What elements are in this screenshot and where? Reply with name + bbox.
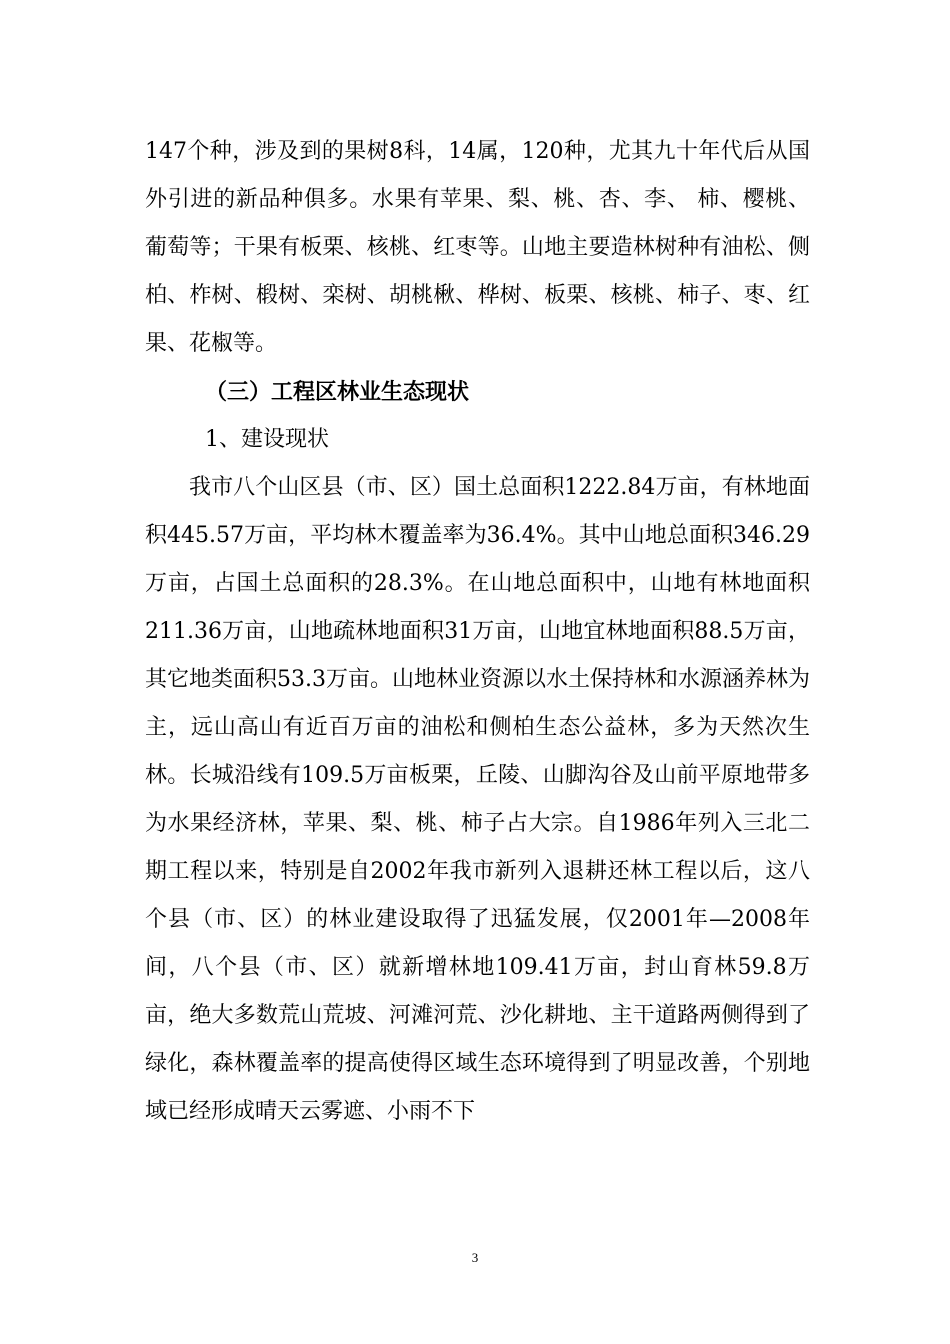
document-body (145, 128, 810, 1136)
subsection-heading: 1、建设现状 (205, 427, 329, 452)
page-number: 3 (471, 1250, 479, 1265)
paragraph-tree-species: 147个种，涉及到的果树8科，14属，120种，尤其九十年代后从国外引进的新品种俱多。水果有苹果、梨、桃、杏、李、 柿、樱桃、葡萄等；干果有板栗、核桃、红枣等。山地主要造林树种有油松、侧柏、柞树、椴树、栾树、胡桃楸、桦树、板栗、核桃、柿子、枣、红果、花椒等。 (145, 139, 810, 356)
paragraph-construction-status: 我市八个山区县（市、区）国土总面积1222.84万亩，有林地面积445.57万亩，平均林木覆盖率为36.4%。其中山地总面积346.29万亩，占国土总面积的28.3%。在山地总面积中，山地有林地面积211.36万亩，山地疏林地面积31万亩，山地宜林地面积88.5万亩，其它地类面积53.3万亩。山地林业资源以水土保持林和水源涵养林为主，远山高山有近百万亩的油松和侧柏生态公益林，多为天然次生林。长城沿线有109.5万亩板栗，丘陵、山脚沟谷及山前平原地带多为水果经济林，苹果、梨、桃、柿子占大宗。自1986年列入三北二期工程以来，特别是自2002年我市新列入退耕还林工程以后，这八个县（市、区）的林业建设取得了迅猛发展，仅2001年—2008年间，八个县（市、区）就新增林地109.41万亩，封山育林59.8万亩，绝大多数荒山荒坡、河滩河荒、沙化耕地、主干道路两侧得到了绿化，森林覆盖率的提高使得区域生态环境得到了明显改善，个别地域已经形成晴天云雾遮、小雨不下 (145, 475, 810, 1124)
section-heading: （三）工程区林业生态现状 (205, 379, 470, 405)
